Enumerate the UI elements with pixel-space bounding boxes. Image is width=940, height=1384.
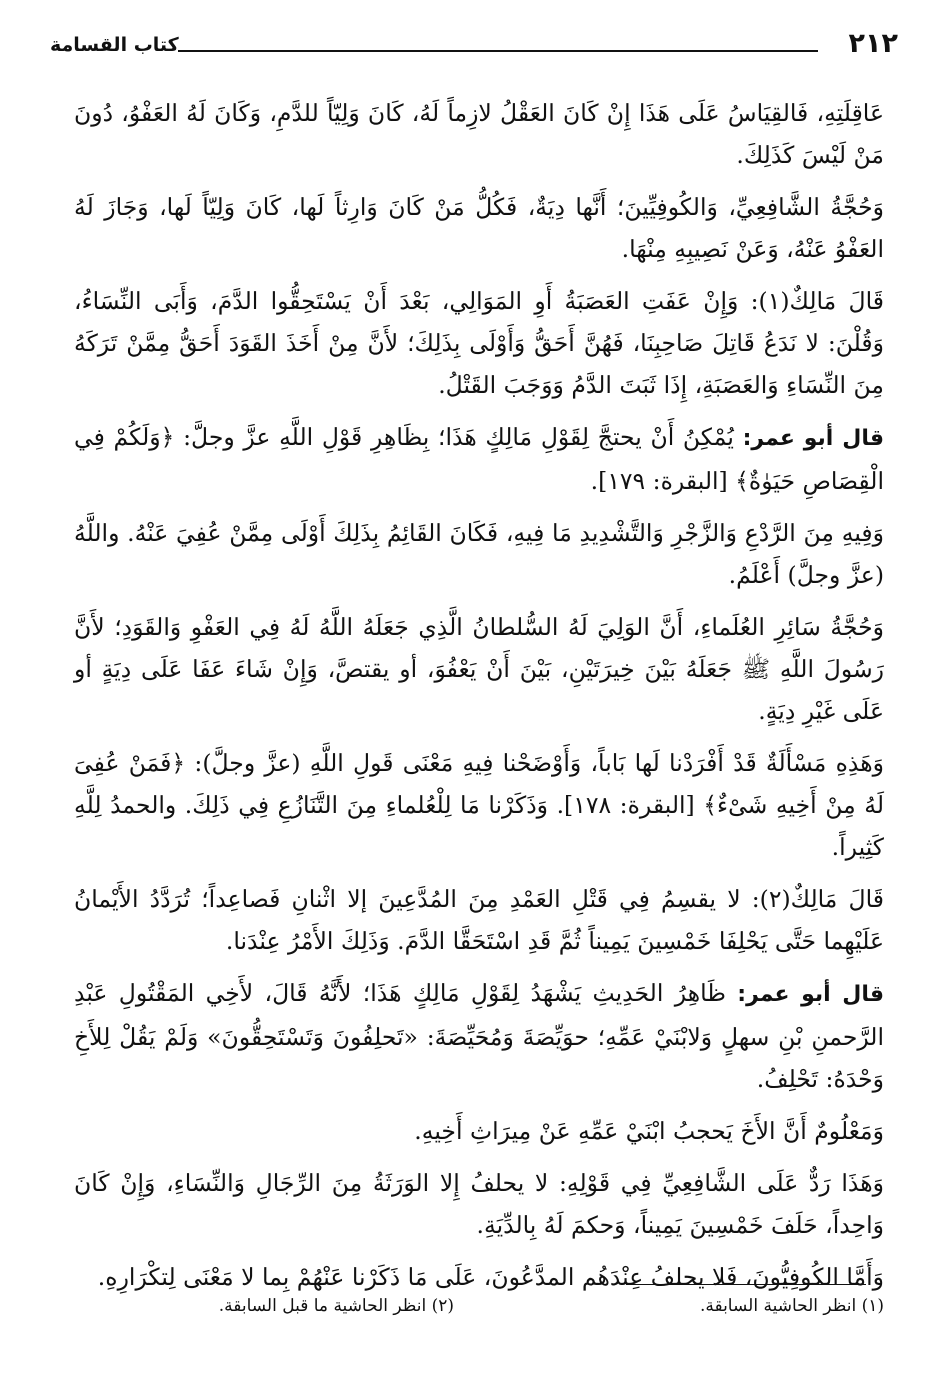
paragraph-text: قَالَ مَالِكٌ(٢): لا يقسِمُ فِي قَتْلِ العَمْدِ مِنَ المُدَّعِينَ إلا اثْنانِ فَصاعِداً؛ تُرَدَّدُ الأَيْمانُ عَلَيْهِما حَتَّى يَحْلِفَا خَمْسِينَ يَمِيناً ثُمَّ قَدِ اسْتَحَقَّا الدَّمَ. وَذَلِكَ الأَمْرُ عِنْدَنا.: [74, 885, 884, 955]
paragraph-text: وَأَمَّا الكُوفِيُّونَ، فَلا يحلفُ عِنْدَهُم المدَّعُونَ، عَلَى مَا ذَكَرْنا عَنْهُمْ بِما لا مَعْنَى لِتكْرَارِهِ.: [97, 1263, 884, 1291]
paragraph-text: ظَاهِرُ الحَدِيثِ يَشْهَدُ لِقَوْلِ مَالِكٍ هَذَا؛ لأَنَّهُ قَالَ، لأَخِي المَقْتُولِ عَبْدِ الرَّحمنِ بْنِ سهلٍ وَلابْنَيْ عَمِّهِ؛ حوَيِّصَةَ وَمُحَيِّصَةَ: «تَحلِفُونَ وَتَسْتَحِقُّونَ» وَلَمْ يَقُلْ لِلأَخِ وَحْدَهُ: تَحْلِفُ.: [74, 979, 884, 1093]
paragraph-text: عَاقِلَتِهِ، فَالقِيَاسُ عَلَى هَذَا إِنْ كَانَ العَقْلُ لازِماً لَهُ، كَانَ وَلِيّاً للدَّمِ، وَكَانَ لَهُ العَفْوُ، دُونَ مَنْ لَيْسَ كَذَلِكَ.: [74, 99, 884, 169]
paragraph: [74, 280, 884, 406]
page-number: ٢١٢: [848, 28, 898, 59]
paragraph: [74, 416, 884, 502]
paragraph: [74, 606, 884, 732]
paragraph: [74, 972, 884, 1100]
paragraph-text: وَفِيهِ مِنَ الرَّدْعِ وَالزَّجْرِ وَالتَّشْدِيدِ مَا فِيهِ، فَكَانَ القَائِمُ بِذَلِكَ أَوْلَى مِمَّنْ عُفِيَ عَنْهُ. واللَّهُ (عزَّ وجلَّ) أَعْلَمُ.: [74, 519, 884, 589]
paragraph: [74, 1256, 884, 1298]
page-body: [74, 92, 884, 1308]
page-header: [50, 28, 898, 62]
paragraph-text: وَحُجَّةُ الشَّافِعِيِّ، وَالكُوفِيِّينَ؛ أَنَّها دِيَةٌ، فَكُلُّ مَنْ كَانَ وَارِثاً لَها، كَانَ وَلِيّاً لَها، وَجَازَ لَهُ العَفْوُ عَنْهُ، وَعَنْ نَصِيبِهِ مِنْهَا.: [74, 193, 884, 263]
footnote-rule: [626, 1284, 866, 1285]
paragraph-text: وَهَذِهِ مَسْأَلَةٌ قَدْ أَفْرَدْنا لَها بَاباً، وَأَوْضَحْنا فِيهِ مَعْنَى قَولِ اللَّهِ (عزَّ وجلَّ): ﴿فَمَنْ عُفِىَ لَهُ مِنْ أَخِيهِ شَىْءٌ﴾ [البقرة: ١٧٨]. وَذَكَرْنا مَا لِلْعُلماءِ مِنَ التَّنَازُعِ فِي ذَلِكَ. والحمدُ لِلَّهِ كَثِيراً.: [74, 749, 885, 861]
paragraph-text: وَمَعْلُومٌ أَنَّ الأَخَ يَحجبُ ابْنَيْ عَمِّهِ عَنْ مِيرَاثِ أَخِيهِ.: [414, 1117, 884, 1145]
paragraph: [74, 512, 884, 596]
footnotes: [74, 1296, 884, 1336]
paragraph-lead: قال أبو عمر:: [742, 426, 884, 451]
paragraph-text: وَحُجَّةُ سَائِرِ العُلَماءِ، أَنَّ الوَلِيَ لَهُ السُّلطانُ الَّذِي جَعَلَهُ اللَّهُ لَهُ فِي العَفْوِ وَالقَوَدِ؛ لأَنَّ رَسُولَ اللَّهِ ﷺ جَعَلَهُ بَيْنَ خِيرَتَيْنِ، بَيْنَ أَنْ يَعْفُوَ، أو يقتصَّ، وَإِنْ شَاءَ عَفَا عَلَى دِيَةٍ أو عَلَى غَيْرِ دِيَةٍ.: [74, 613, 884, 725]
paragraph: [74, 92, 884, 176]
footnote-2: (٢) انظر الحاشية ما قبل السابقة.: [218, 1296, 454, 1316]
paragraph: [74, 186, 884, 270]
footnote-1: (١) انظر الحاشية السابقة.: [699, 1296, 884, 1316]
paragraph-text: قَالَ مَالِكٌ(١): وَإِنْ عَفَتِ العَصَبَةُ أَوِ المَوَالِي، بَعْدَ أَنْ يَسْتَحِقُّوا الدَّمَ، وَأَبَى النِّسَاءُ، وَقُلْنَ: لا نَدَعُ قَاتِلَ صَاحِبِنَا، فَهُنَّ أَحَقُّ وَأَوْلَى بِذَلِكَ؛ لأَنَّ مِنْ أَخَذَ القَوَدَ أَحَقُّ مِمَّنْ تَرَكَهُ مِنَ النِّسَاءِ وَالعَصَبَةِ، إِذَا ثَبَتَ الدَّمُ وَوَجَبَ القَتْلُ.: [74, 287, 884, 399]
header-rule: [178, 50, 818, 52]
paragraph: [74, 742, 884, 868]
paragraph-text: وَهَذَا رَدٌّ عَلَى الشَّافِعِيِّ فِي قَوْلِهِ: لا يحلفُ إِلا الوَرَثَةُ مِنَ الرِّجَالِ وَالنِّسَاءِ، وَإِنْ كَانَ وَاحِداً، حَلَفَ خَمْسِينَ يَمِيناً، وَحكمَ لَهُ بِالدِّيَةِ.: [74, 1169, 885, 1239]
paragraph-lead: قال أبو عمر:: [737, 982, 884, 1007]
paragraph: [74, 878, 884, 962]
paragraph-text: يُمْكِنُ أَنْ يحتجَّ لِقَوْلِ مَالِكٍ هَذَا؛ بِظَاهِرِ قَوْلِ اللَّهِ عزَّ وجلَّ: ﴿وَلَكُمْ فِي الْقِصَاصِ حَيَوٰةٌ﴾ [البقرة: ١٧٩].: [74, 423, 884, 495]
paragraph: [74, 1162, 884, 1246]
paragraph: [74, 1110, 884, 1152]
book-title: كتاب القسامة: [50, 34, 179, 56]
